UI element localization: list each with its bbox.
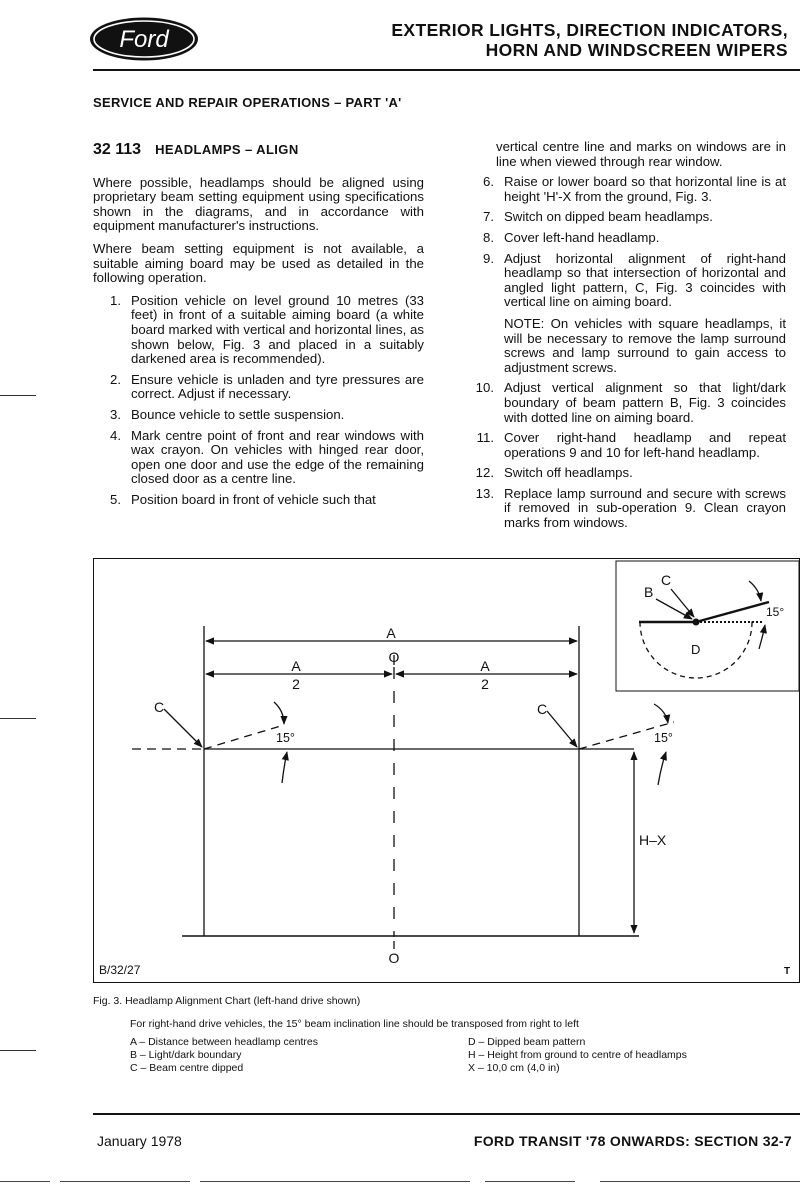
step-5-continued: vertical centre line and marks on windows are in line when viewed through rear window. bbox=[496, 139, 786, 169]
step-text: Switch on dipped beam headlamps. bbox=[504, 209, 713, 225]
svg-text:Ford: Ford bbox=[119, 26, 169, 53]
step-number: 11. bbox=[476, 430, 494, 446]
label-o-bottom: O bbox=[388, 950, 400, 966]
scan-mark bbox=[60, 1181, 190, 1182]
inset-angle-arrow-top bbox=[749, 581, 761, 601]
step-text: Raise or lower board so that horizontal line is at height 'H'-X from the ground, Fig. 3. bbox=[504, 174, 786, 204]
step-text: Switch off headlamps. bbox=[504, 465, 633, 481]
note-paragraph: NOTE: On vehicles with square headlamps, it will be necessary to remove the lamp surround screws and lamp surround to gain access to adjustment screws. bbox=[504, 315, 786, 375]
section-heading: SERVICE AND REPAIR OPERATIONS – PART 'A' bbox=[93, 95, 402, 110]
intro-paragraph-1: Where possible, headlamps should be aligned using proprietary beam setting equipment using specifications shown in the diagrams, and in accordance with equipment manufacturer's instructions. bbox=[93, 174, 424, 234]
inset-label-15: 15° bbox=[766, 605, 785, 619]
figure-legend bbox=[130, 1036, 760, 1075]
figure-reference: B/32/27 bbox=[99, 963, 141, 977]
legend-item: C – Beam centre dipped bbox=[130, 1062, 244, 1074]
label-h-x: H–X bbox=[639, 832, 667, 848]
step-text: Adjust vertical alignment so that light/dark boundary of beam pattern B, Fig. 3 coincides with dotted line on aiming board. bbox=[504, 380, 786, 425]
scan-mark bbox=[485, 1181, 575, 1182]
inset-angle-arrow-bottom bbox=[759, 625, 765, 649]
step-item bbox=[93, 408, 424, 423]
angle-arrow-left-bottom bbox=[282, 752, 287, 783]
inset-label-c: C bbox=[661, 572, 672, 588]
scan-mark bbox=[200, 1181, 470, 1182]
label-o-top: O bbox=[388, 649, 400, 665]
label-2-left: 2 bbox=[292, 676, 300, 692]
footer-rule bbox=[93, 1113, 800, 1115]
step-text bbox=[496, 252, 786, 376]
alignment-diagram bbox=[94, 559, 800, 984]
angle-arrow-right-top bbox=[654, 704, 668, 723]
angle-arrow-left-top bbox=[274, 702, 284, 724]
step-text: Replace lamp surround and secure with screws if removed in sub-operation 9. Clean crayon marks from windows. bbox=[504, 485, 786, 531]
legend-item: H – Height from ground to centre of headlamps bbox=[468, 1049, 687, 1061]
step-number: 13. bbox=[475, 485, 494, 501]
legend-item: X – 10,0 cm (4,0 in) bbox=[468, 1062, 560, 1074]
step-number: 9. bbox=[483, 250, 494, 266]
step-number: 7. bbox=[483, 209, 494, 225]
label-a-half-right: A bbox=[480, 658, 490, 674]
inset-detail-box bbox=[616, 561, 799, 691]
footer-section: FORD TRANSIT '78 ONWARDS: SECTION 32-7 bbox=[473, 1133, 792, 1149]
legend-row bbox=[130, 1062, 760, 1075]
steps-list-left bbox=[93, 294, 424, 508]
legend-item: A – Distance between headlamp centres bbox=[130, 1036, 318, 1048]
step-number: 12. bbox=[475, 465, 494, 481]
step-number: 5. bbox=[110, 491, 121, 507]
inset-pointer-c bbox=[671, 589, 694, 617]
steps-list-right bbox=[458, 175, 786, 530]
headlamp-alignment-chart bbox=[93, 558, 800, 983]
step-item bbox=[458, 210, 786, 225]
legend-row bbox=[130, 1036, 760, 1049]
angle-arrow-right-bottom bbox=[658, 752, 666, 785]
operation-number: 32 113 bbox=[93, 141, 142, 158]
step-text: Position vehicle on level ground 10 metres (33 feet) in front of a suitable aiming board (a white board marked with vertical and horizontal lines, as shown below, Fig. 3 and placed in a suitably darkened area is recommended). bbox=[131, 292, 424, 367]
step-9-text: Adjust horizontal alignment of right-hand headlamp so that intersection of horizontal and angled light pattern, C, Fig. 3 coincides with vertical line on aiming board. bbox=[504, 250, 786, 310]
label-15-left: 15° bbox=[276, 731, 295, 745]
step-number: 6. bbox=[483, 174, 494, 190]
left-column bbox=[93, 140, 424, 513]
scan-mark bbox=[0, 395, 36, 396]
label-a: A bbox=[386, 625, 396, 641]
step-item bbox=[93, 294, 424, 367]
scan-mark bbox=[0, 1181, 50, 1182]
step-number: 8. bbox=[483, 229, 494, 245]
inset-beam-centre-dot bbox=[693, 619, 700, 626]
label-15-right: 15° bbox=[654, 731, 673, 745]
step-number: 2. bbox=[110, 371, 121, 387]
ford-logo bbox=[88, 16, 200, 62]
figure-note: For right-hand drive vehicles, the 15° beam inclination line should be transposed from right to left bbox=[130, 1018, 579, 1030]
intro-paragraph-2: Where beam setting equipment is not available, a suitable aiming board may be used as detailed in the following operation. bbox=[93, 240, 424, 286]
scan-mark bbox=[600, 1181, 800, 1182]
right-column bbox=[458, 140, 786, 537]
step-item bbox=[458, 231, 786, 246]
step-item bbox=[458, 381, 786, 425]
scan-mark bbox=[0, 1050, 36, 1051]
page-title-line-2: HORN AND WINDSCREEN WIPERS bbox=[485, 40, 788, 60]
left-beam-angle-line bbox=[204, 725, 284, 749]
header-rule bbox=[93, 69, 800, 71]
step-number: 1. bbox=[110, 292, 121, 308]
step-text: Mark centre point of front and rear windows with wax crayon. On vehicles with hinged rear door, open one door and use the edge of the remaining closed door as a centre line. bbox=[131, 427, 424, 487]
legend-item: B – Light/dark boundary bbox=[130, 1049, 242, 1061]
figure-caption: Fig. 3. Headlamp Alignment Chart (left-hand drive shown) bbox=[93, 995, 361, 1007]
legend-row bbox=[130, 1049, 760, 1062]
c-pointer-left bbox=[164, 709, 202, 747]
inset-label-b: B bbox=[644, 584, 654, 600]
legend-item: D – Dipped beam pattern bbox=[468, 1036, 586, 1048]
page-title-line-1: EXTERIOR LIGHTS, DIRECTION INDICATORS, bbox=[391, 20, 788, 40]
label-a-half-left: A bbox=[291, 658, 301, 674]
step-text: Cover left-hand headlamp. bbox=[504, 229, 660, 245]
step-item bbox=[93, 373, 424, 402]
operation-title: HEADLAMPS – ALIGN bbox=[155, 142, 299, 157]
step-item bbox=[458, 431, 786, 460]
inset-beam-line bbox=[696, 602, 769, 622]
step-number: 4. bbox=[110, 427, 121, 443]
corner-mark: T bbox=[784, 966, 791, 977]
step-text: Cover right-hand headlamp and repeat operations 9 and 10 for left-hand headlamp. bbox=[504, 430, 786, 460]
step-item bbox=[458, 487, 786, 531]
c-pointer-right bbox=[547, 711, 577, 747]
operation-heading bbox=[93, 143, 424, 158]
step-text: Bounce vehicle to settle suspension. bbox=[131, 406, 345, 422]
step-number: 3. bbox=[110, 406, 121, 422]
step-text: Ensure vehicle is unladen and tyre pressures are correct. Adjust if necessary. bbox=[131, 371, 424, 402]
inset-label-d: D bbox=[691, 642, 701, 657]
label-c-right: C bbox=[537, 701, 548, 717]
footer-date: January 1978 bbox=[97, 1133, 182, 1149]
step-item bbox=[458, 252, 786, 376]
label-c-left: C bbox=[154, 699, 165, 715]
page-title bbox=[308, 20, 788, 60]
step-text: Position board in front of vehicle such that bbox=[131, 491, 376, 507]
step-item bbox=[93, 493, 424, 508]
scan-mark bbox=[0, 718, 36, 719]
label-2-right: 2 bbox=[481, 676, 489, 692]
step-item bbox=[458, 175, 786, 204]
step-number: 10. bbox=[475, 380, 494, 396]
step-item bbox=[93, 429, 424, 487]
step-item bbox=[458, 466, 786, 481]
